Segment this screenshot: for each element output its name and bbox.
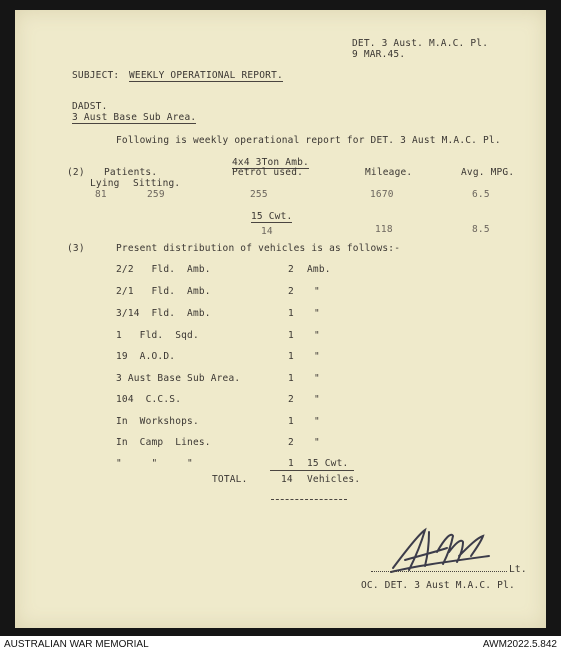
lying-label: Lying	[90, 178, 120, 189]
header-unit: DET. 3 Aust. M.A.C. Pl.	[352, 38, 489, 49]
mileage-value-3ton: 1670	[370, 189, 394, 200]
archive-footer	[0, 636, 561, 653]
archive-reference: AWM2022.5.842	[482, 639, 557, 650]
distribution-count: 1	[288, 308, 294, 319]
distribution-location: 1 Fld. Sqd.	[116, 330, 199, 341]
total-count: 14	[281, 474, 293, 485]
distribution-count: 1	[288, 351, 294, 362]
petrol-value-15cwt: 14	[261, 226, 273, 237]
mpg-value-15cwt: 8.5	[472, 224, 490, 235]
mileage-value-15cwt: 118	[375, 224, 393, 235]
lying-value: 81	[95, 189, 107, 200]
signature-line	[371, 571, 507, 572]
intro-paragraph: Following is weekly operational report for DET. 3 Aust M.A.C. Pl.	[116, 135, 501, 146]
document-page	[15, 10, 546, 628]
distribution-location: 2/2 Fld. Amb.	[116, 264, 211, 275]
distribution-count: 2	[288, 437, 294, 448]
patients-label: Patients.	[104, 167, 158, 178]
distribution-type: "	[314, 416, 320, 427]
distribution-type: "	[314, 351, 320, 362]
sitting-value: 259	[147, 189, 165, 200]
header-date: 9 MAR.45.	[352, 49, 406, 60]
total-label: TOTAL.	[212, 474, 248, 485]
distribution-count: 2	[288, 286, 294, 297]
sitting-label: Sitting.	[133, 178, 181, 189]
total-type: Vehicles.	[307, 474, 361, 485]
distribution-count: 1	[288, 458, 294, 469]
distribution-count: 1	[288, 330, 294, 341]
total-rule	[271, 499, 347, 500]
mpg-label: Avg. MPG.	[461, 167, 515, 178]
section-2-number: (2)	[67, 167, 85, 178]
distribution-location: In Camp Lines.	[116, 437, 211, 448]
section-3-number: (3)	[67, 243, 85, 254]
vehicle-heading-15cwt: 15 Cwt.	[251, 211, 293, 222]
signature-rank: Lt.	[509, 564, 527, 575]
petrol-label: Petrol used.	[232, 167, 304, 178]
distribution-type: "	[314, 330, 320, 341]
distribution-count: 2	[288, 264, 294, 275]
distribution-type: "	[314, 373, 320, 384]
distribution-location: In Workshops.	[116, 416, 199, 427]
distribution-count: 1	[288, 416, 294, 427]
vehicle-heading-3ton: 4x4 3Ton Amb.	[232, 157, 309, 168]
mileage-label: Mileage.	[365, 167, 413, 178]
mpg-value-3ton: 6.5	[472, 189, 490, 200]
addressee-line-2: 3 Aust Base Sub Area.	[72, 112, 197, 123]
distribution-location: 104 C.C.S.	[116, 394, 182, 405]
addressee-line-1: DADST.	[72, 101, 108, 112]
distribution-count: 2	[288, 394, 294, 405]
petrol-value-3ton: 255	[250, 189, 268, 200]
subject-title: WEEKLY OPERATIONAL REPORT.	[129, 70, 283, 81]
subject-label: SUBJECT:	[72, 70, 120, 81]
signature-appointment: OC. DET. 3 Aust M.A.C. Pl.	[361, 580, 515, 591]
distribution-location: " " "	[116, 458, 193, 469]
distribution-location: 3 Aust Base Sub Area.	[116, 373, 241, 384]
distribution-location: 3/14 Fld. Amb.	[116, 308, 211, 319]
distribution-count: 1	[288, 373, 294, 384]
subtotal-rule	[270, 470, 354, 471]
distribution-type: "	[314, 394, 320, 405]
distribution-location: 19 A.O.D.	[116, 351, 176, 362]
distribution-type: "	[314, 308, 320, 319]
section-3-intro: Present distribution of vehicles is as follows:-	[116, 243, 401, 254]
distribution-type: 15 Cwt.	[307, 458, 349, 469]
distribution-location: 2/1 Fld. Amb.	[116, 286, 211, 297]
archive-name: AUSTRALIAN WAR MEMORIAL	[4, 639, 149, 650]
distribution-type: "	[314, 437, 320, 448]
distribution-type: "	[314, 286, 320, 297]
distribution-type: Amb.	[307, 264, 331, 275]
